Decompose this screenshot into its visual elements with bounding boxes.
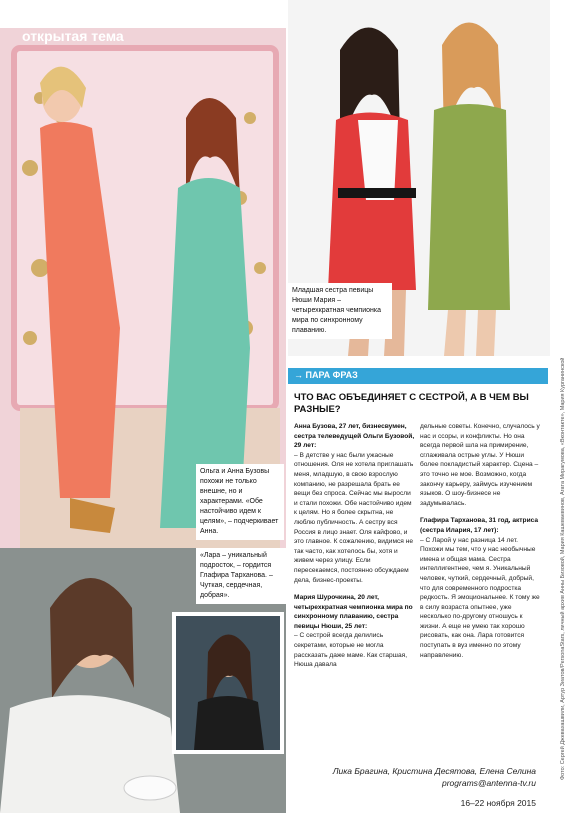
- authors: Лика Брагина, Кристина Десятова, Елена Селина: [332, 766, 536, 776]
- photo-credits: [560, 357, 570, 780]
- anna-text: – В детстве у нас были ужасные отношения. Оля не хотела приглашать меня, младшую, в свою взрослую компанию, не разрешала брать ее вещи без спроса. Сейчас мы выросли и стали похожи. Обе настойчиво идем к целям. Но я более скрытна, не люблю публичность. А сестру вся Россия в лицо знает. Оля кайфово, и это главное. К сожалению, видимся не так часто, как хотелось бы, хотя и живем через улицу. Если пересекаемся, постоянно обсуждаем дела, бизнес-проекты.: [294, 451, 414, 584]
- photo-credits-text: Фото: Сергей Джевахашвили, Артур Зиатов/PersonaStars, личный архив Анны Бизовой, Мария Кашеваевинов, Агата Мирагумова, «Вконтакте», Мария Курганинской: [560, 357, 566, 780]
- caption-nyusha-sister: Младшая сестра певицы Нюши Мария – четырехкратная чемпионка мира по синхронному плаванию.: [288, 283, 392, 339]
- quote-column-right: [420, 422, 542, 660]
- quote-column-left: [294, 422, 416, 670]
- quote-question: ЧТО ВАС ОБЪЕДИНЯЕТ С СЕСТРОЙ, А В ЧЕМ ВЫ РАЗНЫЕ?: [294, 392, 529, 415]
- anna-heading: Анна Бузова, 27 лет, бизнесвумен, сестра телеведущей Ольги Бузовой, 29 лет:: [294, 423, 415, 450]
- maria-heading: Мария Шурочкина, 20 лет, четырехкратная чемпионка мира по синхронному плаванию, сестра певицы Нюши, 25 лет:: [294, 594, 413, 630]
- quote-box: [288, 356, 550, 760]
- caption-buzova: Ольга и Анна Бузовы похожи не только внешне, но и характерами. «Обе настойчиво идем к целям», – подчеркивает Анна.: [196, 464, 284, 540]
- photo-lara: [172, 612, 284, 754]
- photo-lara-illustration: [172, 612, 284, 754]
- caption-lara: «Лара – уникальный подросток, – гордится Глафира Тарханова. – Чуткая, сердечная, добрая».: [196, 548, 292, 604]
- glafira-text: – С Ларой у нас разница 14 лет. Похожи мы тем, что у нас необычные имена и общая мама. Сестра интеллигентнее, чем я. Уникальный человек, чуткий, сердечный, добрый, что для современного подростка редкость. Я эмоциональнее. К тому же в силу возраста опытнее, уже несколько по-другому отношусь к жизни. А еще не умею так хорошо рисовать, как она. Лара готовится поступать в вуз именно по этому направлению.: [420, 536, 540, 659]
- section-title: открытая тема: [22, 28, 124, 44]
- quote-bar: [288, 368, 548, 384]
- quote-bar-label: → ПАРА ФРАЗ: [294, 370, 358, 380]
- maria-text: – С сестрой всегда делились секретами, которые не могла рассказать даже маме. Как старшая, Нюша давала: [294, 632, 408, 669]
- maria-text-continued: дельные советы. Конечно, случалось у нас и ссоры, и конфликты. Но она всегда первой шла на примирение, сглаживала острые углы. У Нюши более покладистый характер. Сцена – это точно не мое. Возможно, когда закончу карьеру, займусь изучением языков. О шоу-бизнесе не задумывалась.: [420, 423, 540, 507]
- glafira-heading: Глафира Тарханова, 31 год, актриса (сестра Илария, 17 лет):: [420, 517, 539, 534]
- contact-email[interactable]: programs@antenna-tv.ru: [442, 778, 536, 788]
- issue-date: 16–22 ноября 2015: [460, 798, 536, 808]
